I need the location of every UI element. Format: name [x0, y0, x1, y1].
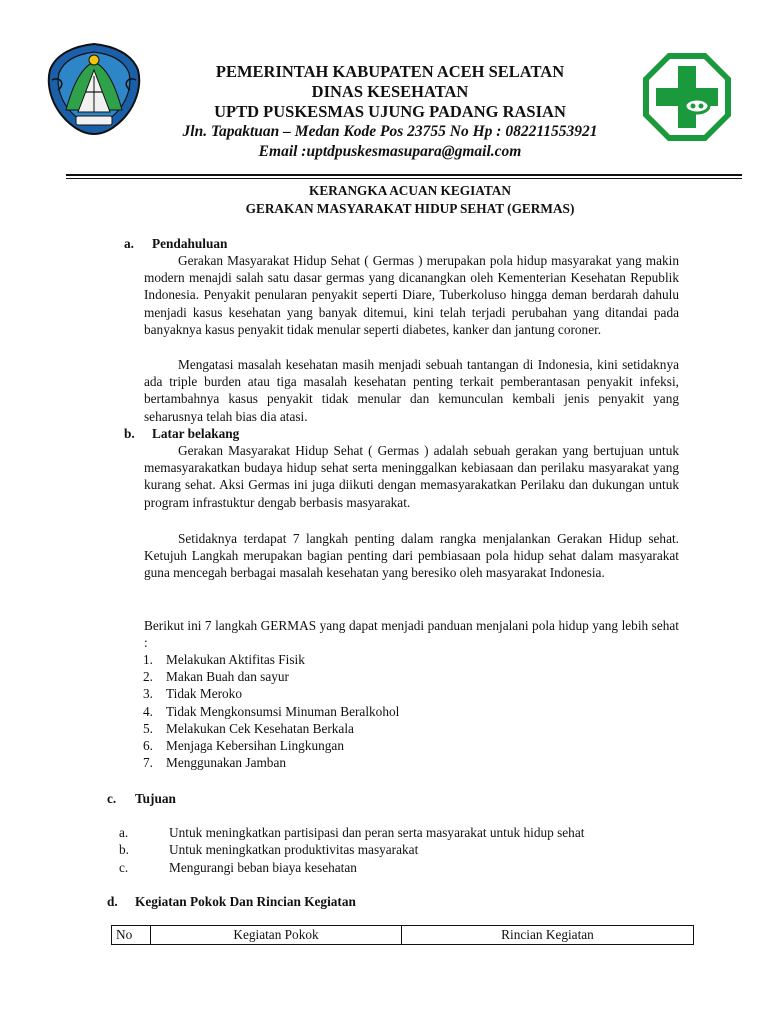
section-c-heading: [107, 791, 176, 807]
list-item: b. Untuk meningkatkan produktivitas masyarakat: [119, 842, 419, 857]
section-a-paragraph-2: Mengatasi masalah kesehatan masih menjadi sebuah tantangan di Indonesia, kini setidaknya ada triple burden atau tiga masalah kesehatan penting terkait pemberantasan penyakit infeksi, bertambahnya kasus penyakit tidak menular dan kemunculan kembali jenis penyakit yang seharusnya telah bias dia atasi.: [144, 357, 679, 424]
header-government: PEMERINTAH KABUPATEN ACEH SELATAN: [215, 62, 565, 81]
activities-table: [111, 925, 694, 945]
section-a-title: Pendahuluan: [152, 236, 228, 251]
list-item: 7. Menggunakan Jamban: [143, 755, 287, 770]
header-email: Email :uptdpuskesmasupara@gmail.com: [258, 143, 522, 160]
letterhead-rule-thick: [66, 174, 742, 176]
letterhead-rule-thin: [66, 178, 742, 179]
header-address: Jln. Tapaktuan – Medan Kode Pos 23755 No Hp : 082211553921: [182, 123, 598, 140]
header-facility: UPTD PUSKESMAS UJUNG PADANG RASIAN: [214, 102, 566, 121]
section-b-heading: [124, 426, 239, 442]
section-d-title: Kegiatan Pokok Dan Rincian Kegiatan: [135, 894, 356, 909]
section-c-label: c.: [107, 791, 117, 806]
list-item: 3. Tidak Meroko: [143, 686, 242, 701]
section-a-paragraph-1: Gerakan Masyarakat Hidup Sehat ( Germas ) merupakan pola hidup masyarakat yang makin modern menajdi salah satu dasar germas yang dicanangkan oleh Kementerian Kesehatan Republik Indonesia. Penyakit penularan penyakit seperti Diare, Tuberkoluso hingga deman berdarah dahulu menjadi kasus kesehatan yang banyak ditemui, kini telah terjadi perubahan yang ditandai pada banyaknya kasus penyakit tidak menular seperti diabetes, kanker dan jantung coroner.: [144, 253, 679, 337]
section-b-label: b.: [124, 426, 135, 441]
list-item: 6. Menjaga Kebersihan Lingkungan: [143, 738, 344, 753]
section-b-title: Latar belakang: [152, 426, 240, 441]
table-header-no: No: [112, 926, 151, 945]
table-header-rincian-kegiatan: Rincian Kegiatan: [402, 926, 694, 945]
table-header-kegiatan-pokok: Kegiatan Pokok: [151, 926, 402, 945]
list-item: 2. Makan Buah dan sayur: [143, 669, 289, 684]
section-a-heading: [124, 236, 227, 252]
section-d-heading: [107, 894, 356, 910]
section-c-title: Tujuan: [135, 791, 176, 806]
regency-crest-icon: [44, 40, 144, 136]
header-department: DINAS KESEHATAN: [311, 82, 469, 101]
section-b-paragraph-3: Berikut ini 7 langkah GERMAS yang dapat menjadi panduan menjalani pola hidup yang lebih sehat :: [144, 618, 679, 651]
list-item: a. Untuk meningkatkan partisipasi dan peran serta masyarakat untuk hidup sehat: [119, 825, 585, 840]
list-item: c. Mengurangi beban biaya kesehatan: [119, 860, 357, 875]
doc-title-line2: GERAKAN MASYARAKAT HIDUP SEHAT (GERMAS): [245, 201, 575, 216]
list-item: 5. Melakukan Cek Kesehatan Berkala: [143, 721, 354, 736]
section-a-label: a.: [124, 236, 134, 251]
list-item: 1. Melakukan Aktifitas Fisik: [143, 652, 305, 667]
table-header-row: [112, 926, 694, 945]
puskesmas-cross-icon: [640, 50, 734, 144]
section-b-paragraph-1: Gerakan Masyarakat Hidup Sehat ( Germas ) adalah sebuah gerakan yang bertujuan untuk memasyarakatkan budaya hidup sehat serta meninggalkan kebiasaan dan perilaku masyarakat yang kurang sehat. Aksi Germas ini juga diikuti dengan memasyarakatkan Perilaku dan dukungan untuk program infrastuktur dengab berbasis masyarakat.: [144, 443, 679, 510]
doc-title-line1: KERANGKA ACUAN KEGIATAN: [309, 183, 511, 198]
section-b-paragraph-2: Setidaknya terdapat 7 langkah penting dalam rangka menjalankan Gerakan Hidup sehat. Ketujuh Langkah merupakan bagian penting dari pembiasaan pola hidup sehat dalam masyarakat guna mencegah berbagai masalah kesehatan yang beresiko oleh masyarakat Indonesia.: [144, 531, 679, 581]
list-item: 4. Tidak Mengkonsumsi Minuman Beralkohol: [143, 704, 400, 719]
section-d-label: d.: [107, 894, 118, 909]
